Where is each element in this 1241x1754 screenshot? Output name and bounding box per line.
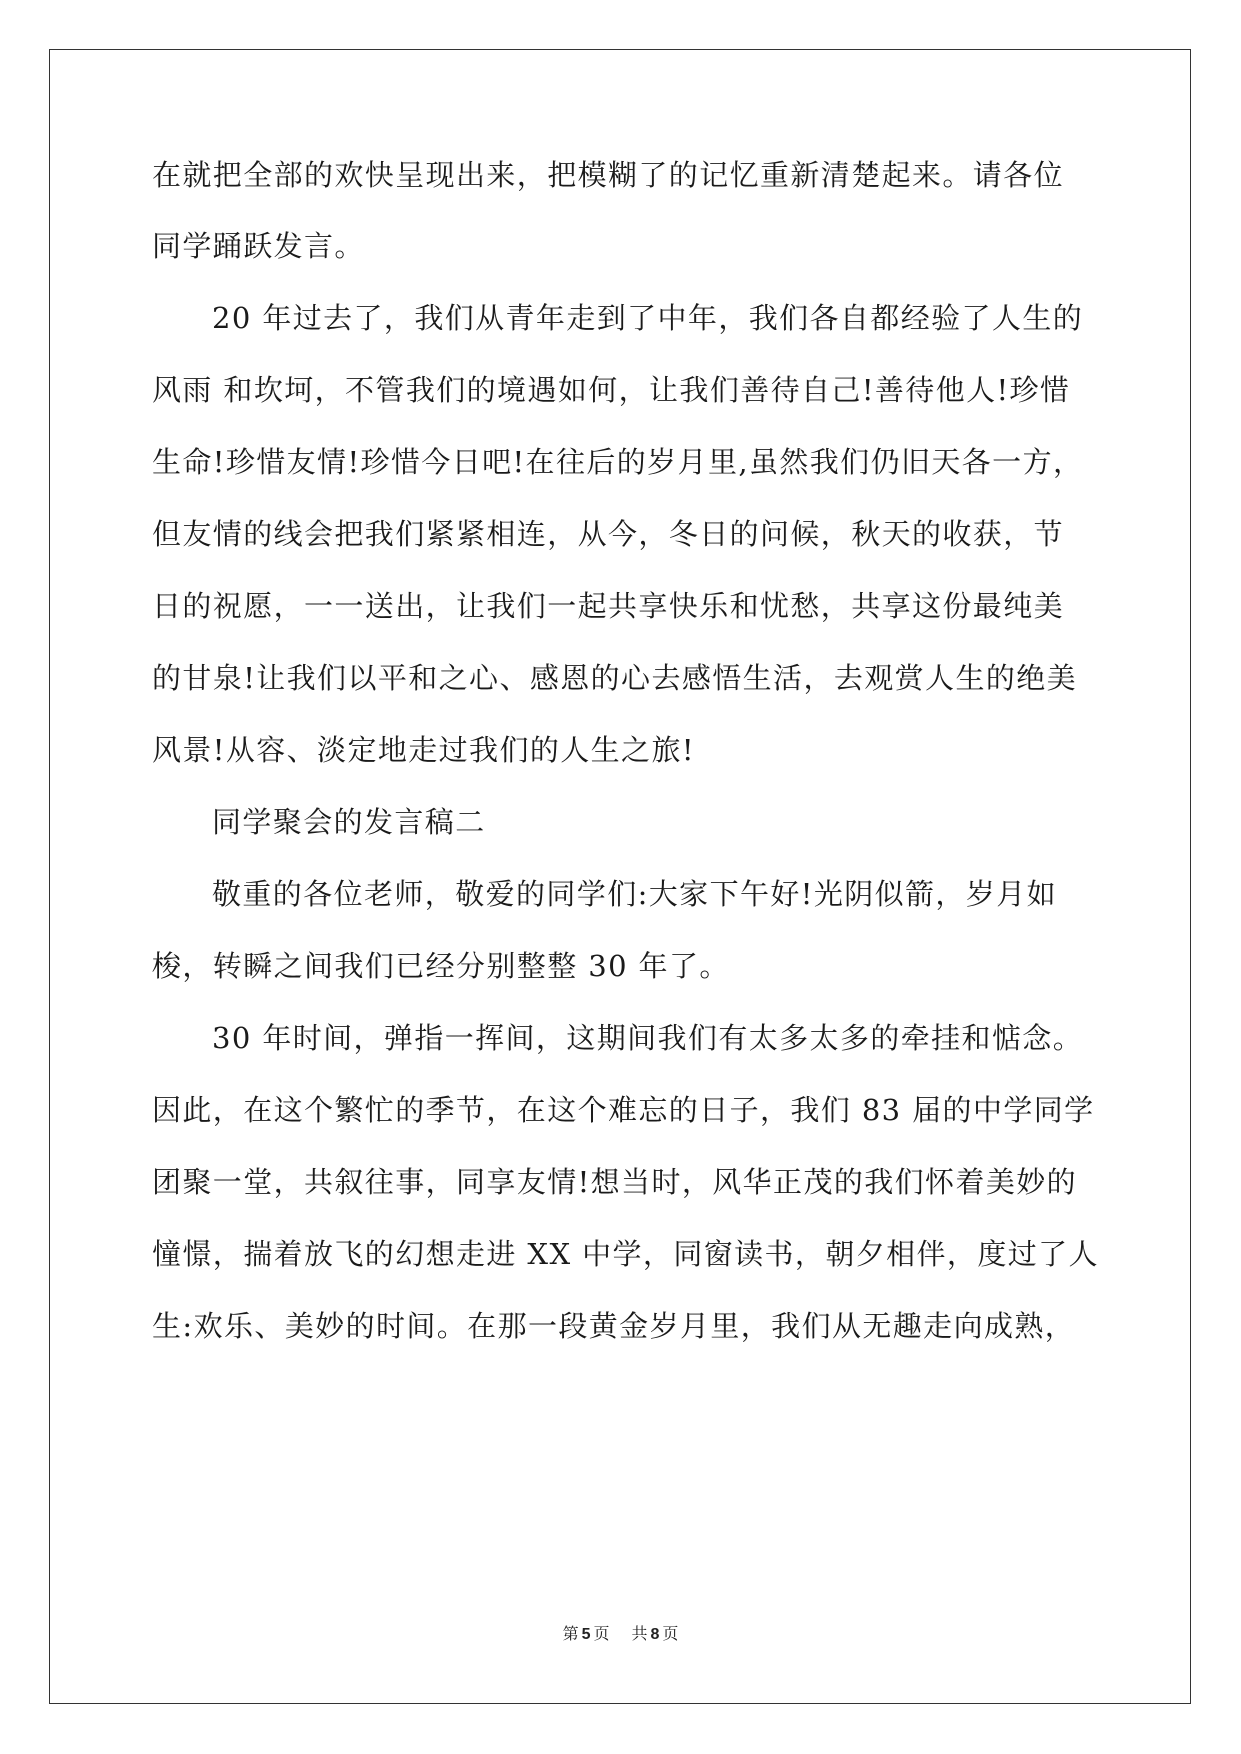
total-suffix: 页 xyxy=(662,1624,679,1643)
text-line: 因此，在这个繁忙的季节，在这个难忘的日子，我们 83 届的中学同学 xyxy=(152,1093,1095,1127)
page-total: 8 xyxy=(650,1626,660,1643)
text-line: 风雨 和坎坷，不管我们的境遇如何，让我们善待自己!善待他人!珍惜 xyxy=(152,373,1071,407)
text-line: 日的祝愿，一一送出，让我们一起共享快乐和忧愁，共享这份最纯美 xyxy=(152,589,1065,623)
paragraph-start-line: 20 年过去了，我们从青年走到了中年，我们各自都经验了人生的 xyxy=(212,301,1084,335)
page-prefix: 第 xyxy=(562,1624,579,1643)
text-line: 生:欢乐、美妙的时间。在那一段黄金岁月里，我们从无趣走向成熟， xyxy=(152,1309,1076,1343)
page-suffix: 页 xyxy=(593,1624,610,1643)
text-line: 风景!从容、淡定地走过我们的人生之旅! xyxy=(152,733,695,767)
text-line: 同学踊跃发言。 xyxy=(152,229,365,263)
text-line: 但友情的线会把我们紧紧相连，从今，冬日的问候，秋天的收获，节 xyxy=(152,517,1065,551)
text-line: 生命!珍惜友情!珍惜今日吧!在往后的岁月里,虽然我们仍旧天各一方， xyxy=(152,445,1084,479)
text-line: 的甘泉!让我们以平和之心、感恩的心去感悟生活，去观赏人生的绝美 xyxy=(152,661,1078,695)
text-line: 憧憬，揣着放飞的幻想走进 XX 中学，同窗读书，朝夕相伴，度过了人 xyxy=(152,1237,1099,1271)
page-number: 5 xyxy=(581,1626,591,1643)
section-heading: 同学聚会的发言稿二 xyxy=(212,805,486,839)
total-prefix: 共 xyxy=(631,1624,648,1643)
paragraph-start-line: 敬重的各位老师，敬爱的同学们:大家下午好!光阴似箭，岁月如 xyxy=(212,877,1058,911)
text-line: 团聚一堂，共叙往事，同享友情!想当时，风华正茂的我们怀着美妙的 xyxy=(152,1165,1078,1199)
page-footer xyxy=(0,1624,1241,1645)
paragraph-start-line: 30 年时间，弹指一挥间，这期间我们有太多太多的牵挂和惦念。 xyxy=(212,1021,1084,1055)
text-line: 在就把全部的欢快呈现出来，把模糊了的记忆重新清楚起来。请各位 xyxy=(152,158,1065,192)
text-line: 梭，转瞬之间我们已经分别整整 30 年了。 xyxy=(152,949,730,983)
